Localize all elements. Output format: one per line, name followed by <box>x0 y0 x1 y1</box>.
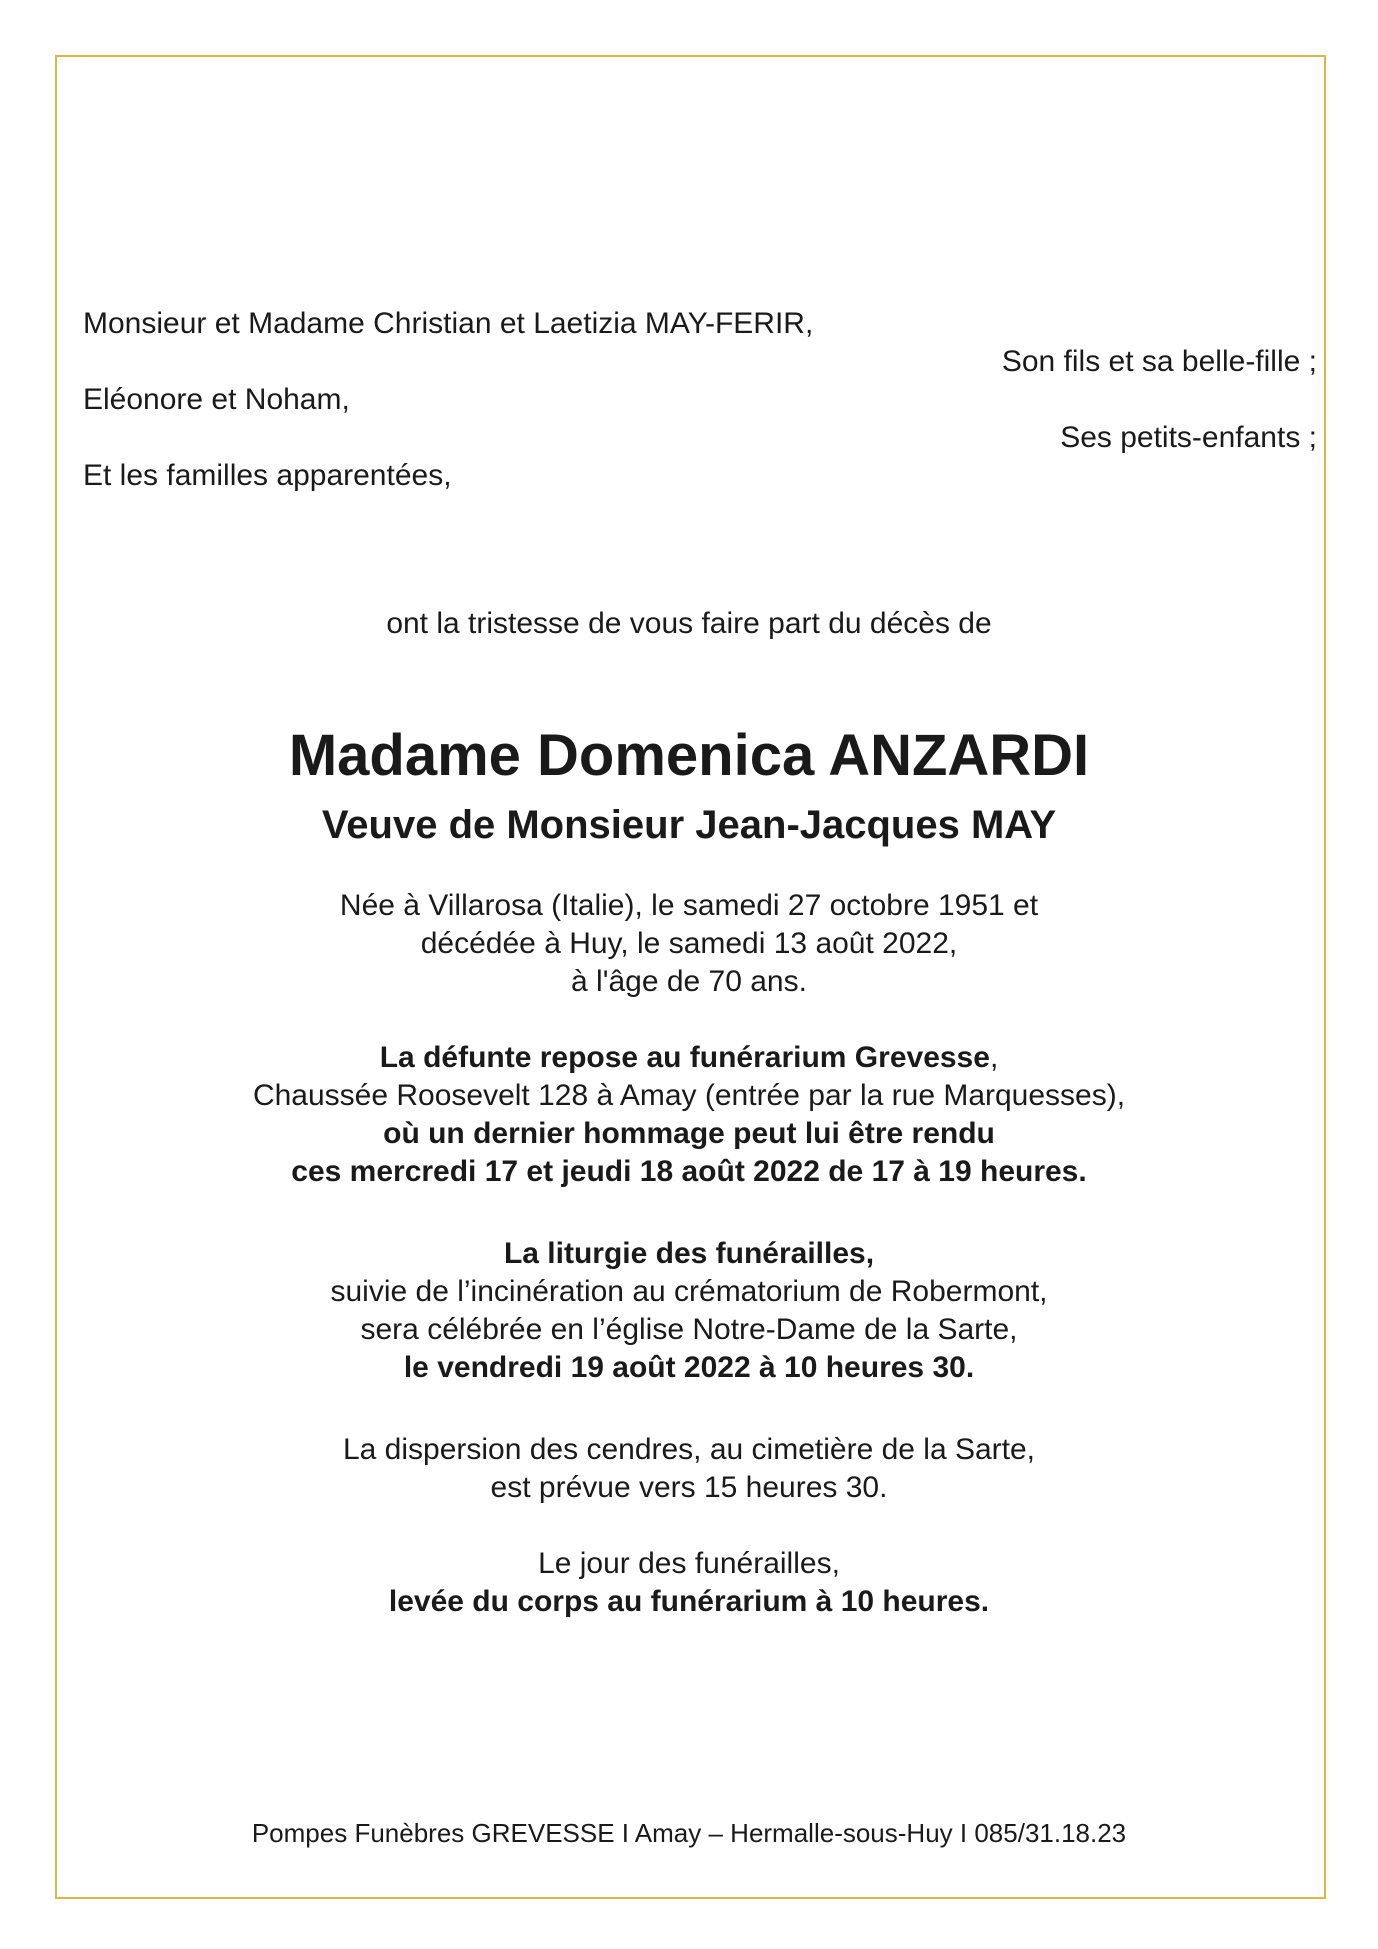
rest-visiting-hours: ces mercredi 17 et jeudi 18 août 2022 de 17 à 19 heures. <box>291 1155 1087 1188</box>
deceased-widow-of: Veuve de Monsieur Jean-Jacques MAY <box>321 803 1057 847</box>
rest-homage: où un dernier hommage peut lui être rendu <box>383 1117 995 1150</box>
rest-funerarium: La défunte repose au funérarium Grevesse <box>379 1041 990 1074</box>
rest-line-1 <box>0 1040 1378 1076</box>
family-line-parents: Monsieur et Madame Christian et Laetizia MAY-FERIR, <box>83 307 814 340</box>
death-line: décédée à Huy, le samedi 13 août 2022, <box>420 927 958 960</box>
liturgy-date: le vendredi 19 août 2022 à 10 heures 30. <box>403 1351 975 1384</box>
liturgy-cremation: suivie de l’incinération au crématorium de Robermont, <box>330 1275 1048 1308</box>
funeral-home-footer: Pompes Funèbres GREVESSE I Amay – Hermalle-sous-Huy I 085/31.18.23 <box>251 1818 1127 1848</box>
ashes-location: La dispersion des cendres, au cimetière de la Sarte, <box>342 1433 1036 1466</box>
birth-line: Née à Villarosa (Italie), le samedi 27 octobre 1951 et <box>339 889 1039 922</box>
rest-comma: , <box>989 1041 999 1074</box>
liturgy-heading: La liturgie des funérailles, <box>503 1237 875 1270</box>
family-line-grandchildren: Eléonore et Noham, <box>83 383 350 416</box>
family-relation-grandchildren: Ses petits-enfants ; <box>1060 421 1317 454</box>
rest-address: Chaussée Roosevelt 128 à Amay (entrée par la rue Marquesses), <box>252 1079 1126 1112</box>
family-relation-son: Son fils et sa belle-fille ; <box>1001 345 1317 378</box>
funeral-day-heading: Le jour des funérailles, <box>538 1547 840 1580</box>
funeral-day-departure: levée du corps au funérarium à 10 heures. <box>388 1585 990 1618</box>
announcement-intro: ont la tristesse de vous faire part du décès de <box>386 607 992 640</box>
deceased-name: Madame Domenica ANZARDI <box>288 723 1090 788</box>
ashes-time: est prévue vers 15 heures 30. <box>490 1471 888 1504</box>
liturgy-church: sera célébrée en l’église Notre-Dame de la Sarte, <box>360 1313 1018 1346</box>
family-line-relatives: Et les familles apparentées, <box>83 459 452 492</box>
age-line: à l'âge de 70 ans. <box>571 965 807 998</box>
